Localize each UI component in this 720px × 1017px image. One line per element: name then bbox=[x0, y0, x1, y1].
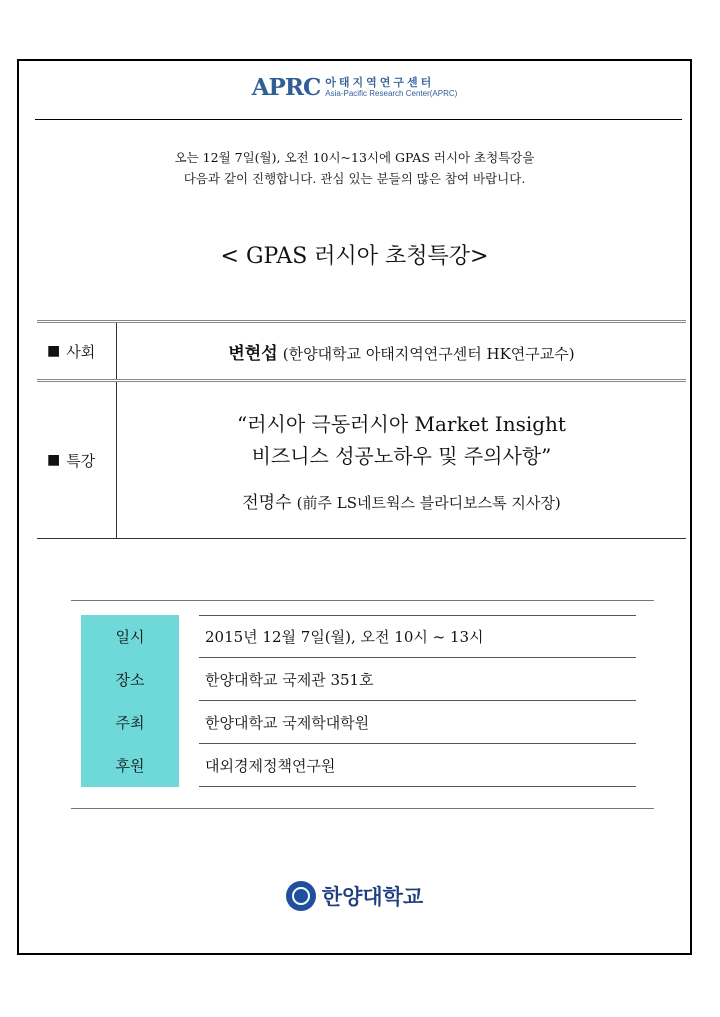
university-seal-inner bbox=[292, 887, 310, 905]
square-bullet-icon: ■ bbox=[47, 452, 61, 468]
detail-label: 장소 bbox=[81, 658, 179, 701]
square-bullet-icon: ■ bbox=[47, 343, 61, 359]
host-name: 변현섭 bbox=[228, 343, 278, 364]
document-frame bbox=[17, 59, 692, 955]
lecture-title-line-2: 비즈니스 성공노하우 및 주의사항” bbox=[251, 443, 552, 468]
host-line bbox=[228, 339, 574, 364]
aprc-logo bbox=[19, 73, 690, 103]
detail-row-venue bbox=[81, 658, 636, 701]
lecturer-name: 전명수 bbox=[242, 492, 292, 513]
page-title: < GPAS 러시아 초청특강> bbox=[220, 244, 489, 269]
aprc-logo-korean: 아태지역연구센터 bbox=[325, 76, 435, 89]
hanyang-logo bbox=[19, 881, 690, 911]
detail-value: 한양대학교 국제학대학원 bbox=[199, 701, 636, 744]
event-details-table bbox=[81, 615, 636, 787]
university-seal-icon bbox=[286, 881, 316, 911]
intro-line-1: 오는 12월 7일(월), 오전 10시~13시에 GPAS 러시아 초청특강을 bbox=[174, 150, 535, 165]
host-label-cell bbox=[37, 323, 117, 379]
detail-row-organizer bbox=[81, 701, 636, 744]
lecture-label-cell bbox=[37, 382, 117, 538]
lecture-content bbox=[117, 382, 686, 538]
host-affiliation: (한양대학교 아태지역연구센터 HK연구교수) bbox=[282, 344, 575, 363]
lecturer-affiliation: (前주 LS네트웍스 블라디보스톡 지사장) bbox=[296, 493, 561, 512]
detail-label: 주최 bbox=[81, 701, 179, 744]
host-row bbox=[37, 320, 686, 379]
detail-value: 2015년 12월 7일(월), 오전 10시 ~ 13시 bbox=[199, 615, 636, 658]
detail-label: 일시 bbox=[81, 615, 179, 658]
lecturer-line bbox=[242, 488, 560, 513]
host-content bbox=[117, 323, 686, 379]
aprc-logo-text bbox=[325, 77, 457, 99]
lecture-title-line-1: “러시아 극동러시아 Market Insight bbox=[237, 411, 566, 436]
intro-text bbox=[19, 147, 690, 189]
intro-line-2: 다음과 같이 진행합니다. 관심 있는 분들의 많은 참여 바랍니다. bbox=[183, 171, 526, 186]
detail-label: 후원 bbox=[81, 744, 179, 787]
detail-value: 한양대학교 국제관 351호 bbox=[199, 658, 636, 701]
host-label: 사회 bbox=[66, 342, 96, 361]
aprc-logo-english: Asia-Pacific Research Center(APRC) bbox=[325, 89, 458, 98]
event-details bbox=[71, 600, 654, 809]
university-name: 한양대학교 bbox=[321, 885, 424, 909]
lecture-row bbox=[37, 379, 686, 539]
lecture-label: 특강 bbox=[66, 451, 96, 470]
aprc-logo-mark bbox=[252, 76, 458, 100]
aprc-logo-letters: APRC bbox=[251, 74, 321, 101]
header-divider bbox=[35, 119, 682, 120]
lecture-title bbox=[237, 408, 566, 472]
detail-row-sponsor bbox=[81, 744, 636, 787]
detail-row-datetime bbox=[81, 615, 636, 658]
program-table bbox=[37, 320, 686, 539]
detail-value: 대외경제정책연구원 bbox=[199, 744, 636, 787]
